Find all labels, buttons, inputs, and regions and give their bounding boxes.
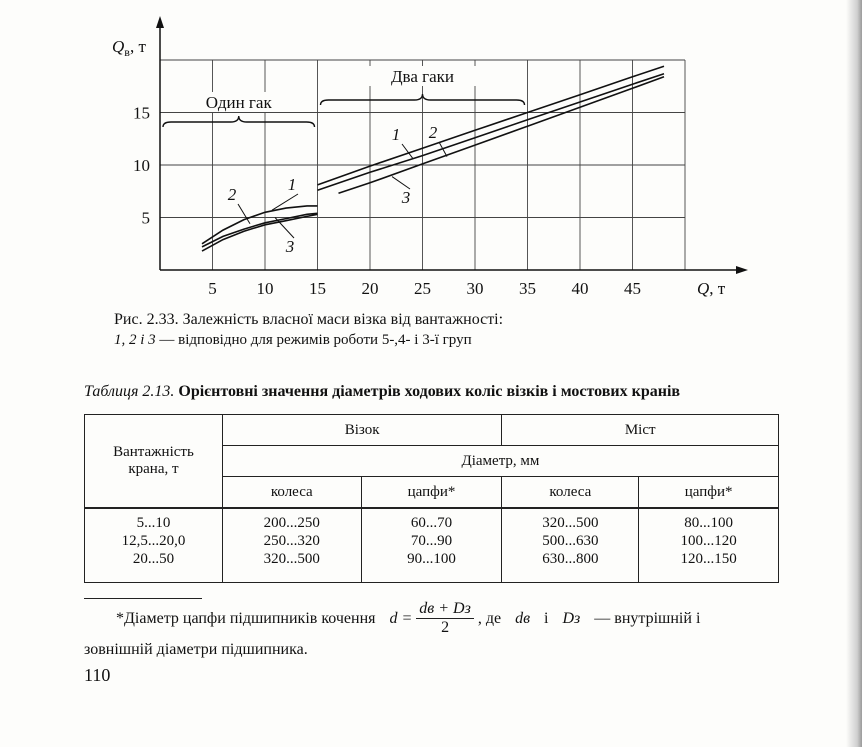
header-wheels-bridge: колеса — [502, 477, 639, 509]
caption-curve-description: — відповідно для режимів роботи 5-,4- і 3-ї груп — [155, 332, 472, 348]
x-tick-label: 10 — [256, 279, 274, 298]
y-tick-label: 15 — [133, 103, 150, 123]
header-wheels-trolley: колеса — [222, 477, 361, 509]
group-label: Два гаки — [390, 67, 455, 86]
caption-curve-numbers: 1, 2 і 3 — [114, 332, 156, 348]
wheel-diameter-table — [84, 414, 779, 583]
x-tick-label: 25 — [414, 279, 431, 298]
formula-lhs: d = — [389, 609, 413, 627]
col-trolley-journals: 60...70 70...90 90...100 — [361, 508, 502, 583]
x-tick-label: 20 — [361, 279, 379, 298]
y-axis-label: $Q_в$, т — [112, 37, 146, 59]
table-heading: Орієнтовні значення діаметрів ходових коліс візків і мостових кранів — [174, 383, 681, 400]
header-bridge: Міст — [502, 415, 779, 446]
x-tick-label: 35 — [519, 279, 536, 298]
y-tick-label: 5 — [141, 208, 150, 228]
formula-fraction — [416, 600, 474, 637]
series-line — [339, 77, 665, 194]
footnote-rule — [84, 598, 202, 599]
x-tick-label: 30 — [466, 279, 484, 298]
col-bridge-journals: 80...100 100...120 120...150 — [639, 508, 779, 583]
mass-vs-capacity-chart — [0, 0, 862, 300]
table-row — [85, 508, 779, 583]
x-tick-label: 5 — [208, 279, 217, 298]
series-label: 1 — [287, 175, 297, 194]
col-trolley-wheels: 200...250 250...320 320...500 — [222, 508, 361, 583]
page-edge-shadow — [846, 0, 862, 747]
header-journals-bridge: цапфи* — [639, 477, 779, 509]
table-title — [84, 383, 784, 401]
x-axis-label: Q, т — [697, 279, 726, 298]
series-label: 2 — [227, 185, 237, 204]
footnote-line1 — [84, 600, 784, 637]
series-label: 3 — [285, 237, 295, 256]
group-brace — [163, 116, 315, 127]
footnote — [84, 600, 784, 663]
table-number: Таблиця 2.13. — [84, 383, 175, 400]
series-label: 2 — [428, 123, 438, 142]
y-tick-label: 10 — [133, 156, 150, 175]
footnote-tail: — внутрішній і — [594, 609, 701, 627]
series-line — [318, 74, 665, 191]
header-diameter: Діаметр, мм — [222, 446, 778, 477]
x-tick-label: 45 — [624, 279, 641, 298]
formula-denominator: 2 — [441, 619, 450, 636]
header-capacity: Вантажність крана, т — [85, 415, 223, 509]
group-braces — [163, 66, 525, 127]
header-trolley: Візок — [222, 415, 502, 446]
figure-caption-line2 — [114, 330, 754, 350]
page-number: 110 — [84, 665, 111, 685]
x-tick-label: 15 — [309, 279, 326, 298]
footnote-where: , де — [477, 609, 502, 627]
footnote-lead: *Діаметр цапфи підшипників кочення — [116, 609, 376, 627]
col-capacity: 5...10 12,5...20,0 20...50 — [85, 508, 223, 583]
footnote-inner-diameter: dв — [515, 609, 531, 627]
footnote-and: і — [544, 609, 549, 627]
col-bridge-wheels: 320...500 500...630 630...800 — [502, 508, 639, 583]
series-label: 3 — [401, 188, 411, 207]
footnote-line2: зовнішній діаметри підшипника. — [84, 641, 308, 658]
formula-numerator: dв + Dз — [416, 600, 474, 619]
x-axis-arrow — [736, 266, 748, 274]
header-journals-trolley: цапфи* — [361, 477, 502, 509]
x-tick-label: 40 — [571, 279, 589, 298]
figure-caption-line1: Рис. 2.33. Залежність власної маси візка від вантажності: — [114, 311, 504, 328]
series-label: 1 — [391, 125, 401, 144]
figure-caption — [114, 310, 754, 350]
y-axis-arrow — [156, 16, 164, 28]
footnote-outer-diameter: Dз — [562, 609, 581, 627]
group-label: Один гак — [205, 93, 272, 112]
chart-grid — [160, 60, 685, 270]
